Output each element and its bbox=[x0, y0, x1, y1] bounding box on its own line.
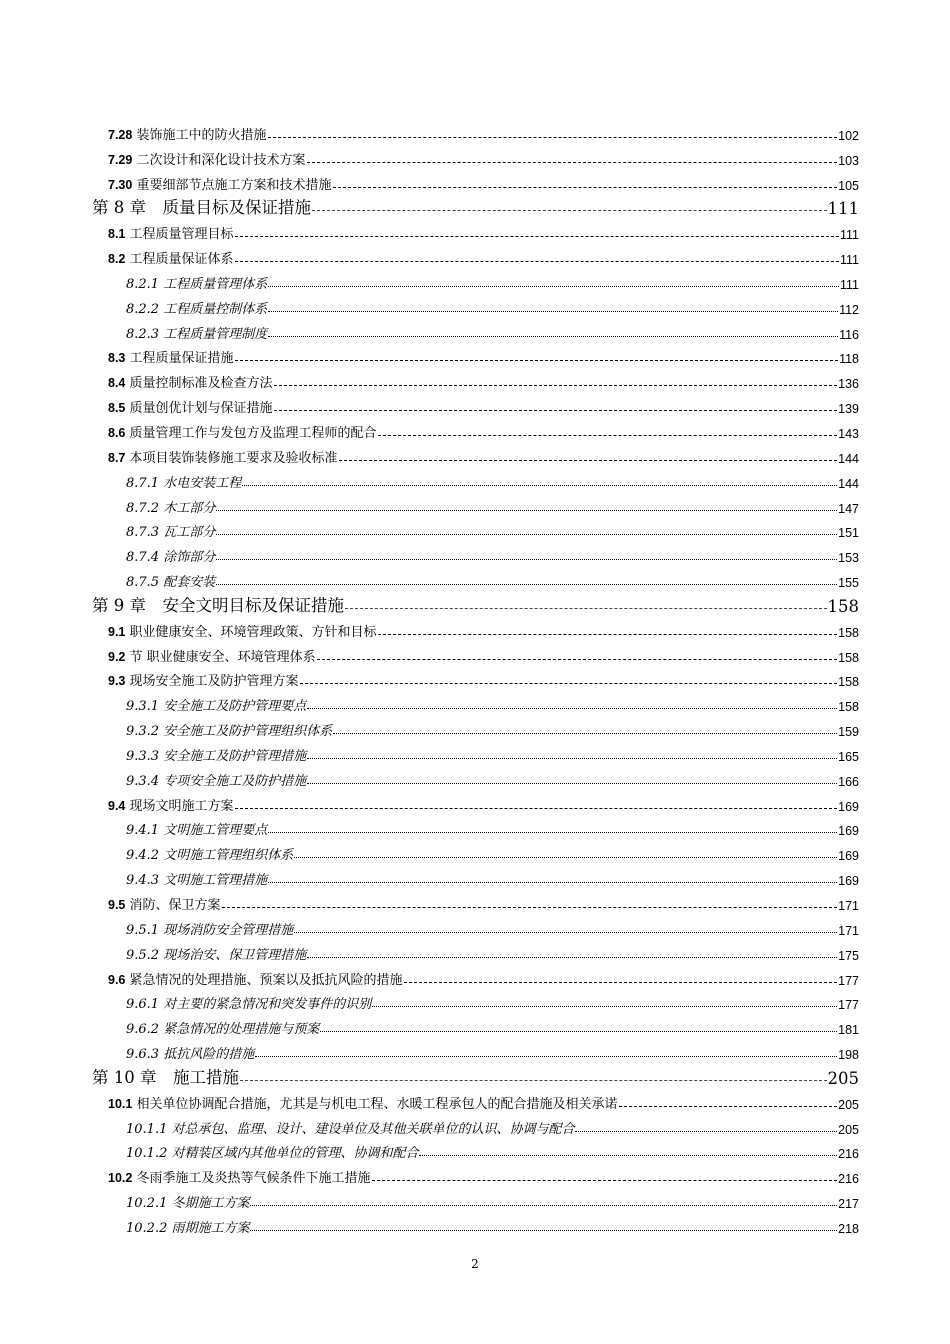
toc-entry-label: 9.5 消防、保卫方案 bbox=[108, 898, 221, 913]
leader-dots bbox=[312, 209, 827, 211]
toc-subentry-label: 9.6.2 紧急情况的处理措施与预案 bbox=[126, 1022, 320, 1038]
toc-entry[interactable] bbox=[0, 419, 859, 444]
toc-page-number: 205 bbox=[838, 1097, 859, 1112]
toc-subentry-label: 8.2.3 工程质量管理制度 bbox=[126, 326, 268, 342]
toc-subentry[interactable] bbox=[0, 767, 859, 792]
toc-subentry-label: 9.6.1 对主要的紧急情况和突发事件的识别 bbox=[126, 997, 372, 1013]
toc-page-number: 169 bbox=[838, 824, 859, 839]
toc-page-number: 158 bbox=[838, 625, 859, 640]
toc-page-number: 147 bbox=[838, 501, 859, 516]
toc-subentry[interactable] bbox=[0, 543, 859, 568]
leader-dots bbox=[216, 583, 837, 585]
toc-entry-label: 9.2 节 职业健康安全、环境管理体系 bbox=[108, 649, 316, 665]
toc-page-number: 144 bbox=[838, 451, 859, 466]
toc-entry-label: 9.4 现场文明施工方案 bbox=[108, 798, 234, 814]
toc-chapter-title: 第 10 章 施工措施 bbox=[92, 1067, 239, 1087]
leader-dots bbox=[274, 384, 838, 386]
toc-chapter[interactable] bbox=[0, 593, 859, 618]
leader-dots bbox=[372, 1005, 837, 1007]
leader-dots bbox=[300, 682, 838, 684]
leader-dots bbox=[240, 1079, 827, 1081]
toc-subentry[interactable] bbox=[0, 692, 859, 717]
leader-dots bbox=[268, 831, 837, 833]
leader-dots bbox=[235, 260, 839, 262]
toc-entry-label: 8.4 质量控制标准及检查方法 bbox=[108, 376, 273, 392]
leader-dots bbox=[575, 1130, 837, 1132]
leader-dots bbox=[307, 707, 837, 709]
toc-subentry[interactable] bbox=[0, 841, 859, 866]
toc-subentry-label: 9.4.2 文明施工管理组织体系 bbox=[126, 848, 294, 864]
toc-subentry[interactable] bbox=[0, 742, 859, 767]
toc-subentry[interactable] bbox=[0, 866, 859, 891]
page-number-footer: 2 bbox=[471, 1257, 479, 1271]
toc-page-number: 155 bbox=[838, 576, 859, 591]
toc-chapter[interactable] bbox=[0, 1065, 859, 1090]
toc-page-number: 143 bbox=[838, 426, 859, 441]
leader-dots bbox=[294, 856, 837, 858]
toc-entry[interactable] bbox=[0, 444, 859, 469]
leader-dots bbox=[333, 186, 838, 188]
toc-chapter-title: 第 9 章 安全文明目标及保证措施 bbox=[92, 595, 344, 615]
toc-page-number: 116 bbox=[839, 327, 859, 342]
leader-dots bbox=[307, 757, 837, 759]
toc-page-number: 103 bbox=[838, 153, 859, 168]
leader-dots bbox=[294, 931, 837, 933]
leader-dots bbox=[372, 1179, 838, 1181]
leader-dots bbox=[216, 509, 837, 511]
toc-subentry[interactable] bbox=[0, 320, 859, 345]
toc-entry-label: 9.1 职业健康安全、环境管理政策、方针和目标 bbox=[108, 624, 377, 640]
toc-subentry-label: 9.3.3 安全施工及防护管理措施 bbox=[126, 748, 307, 764]
toc-page-number: 171 bbox=[838, 923, 859, 938]
toc-page-number: 111 bbox=[839, 277, 859, 292]
leader-dots bbox=[339, 459, 838, 461]
toc-subentry[interactable] bbox=[0, 817, 859, 842]
toc-subentry[interactable] bbox=[0, 494, 859, 519]
leader-dots bbox=[317, 658, 837, 660]
leader-dots bbox=[333, 732, 837, 734]
leader-dots bbox=[619, 1105, 838, 1107]
toc-subentry[interactable] bbox=[0, 270, 859, 295]
toc-subentry-label: 10.2.2 雨期施工方案 bbox=[126, 1220, 250, 1236]
leader-dots bbox=[307, 956, 837, 958]
toc-page-number: 136 bbox=[838, 377, 859, 392]
toc-entry[interactable] bbox=[0, 121, 859, 146]
toc-chapter-title: 第 8 章 质量目标及保证措施 bbox=[92, 198, 311, 218]
toc-subentry-label: 10.2.1 冬期施工方案 bbox=[126, 1196, 250, 1212]
toc-subentry[interactable] bbox=[0, 991, 859, 1016]
toc-page-number: 198 bbox=[838, 1048, 859, 1063]
leader-dots bbox=[345, 607, 827, 609]
toc-page-number: 216 bbox=[838, 1172, 859, 1187]
toc-entry[interactable] bbox=[0, 245, 859, 270]
toc-subentry-label: 10.1.2 对精装区域内其他单位的管理、协调和配合 bbox=[126, 1146, 419, 1162]
toc-page-number: 144 bbox=[838, 476, 859, 491]
toc-subentry-label: 9.3.1 安全施工及防护管理要点 bbox=[126, 699, 307, 715]
toc-entry[interactable] bbox=[0, 146, 859, 171]
toc-page-number: 158 bbox=[838, 650, 859, 665]
toc-subentry[interactable] bbox=[0, 1189, 859, 1214]
toc-page-number: 218 bbox=[838, 1221, 859, 1236]
toc-entry-label: 8.5 质量创优计划与保证措施 bbox=[108, 401, 273, 417]
toc-subentry[interactable] bbox=[0, 941, 859, 966]
toc-page-number: 165 bbox=[838, 749, 859, 764]
toc-entry[interactable] bbox=[0, 966, 859, 991]
toc-page-number: 181 bbox=[838, 1023, 859, 1038]
toc-page-number: 102 bbox=[838, 128, 859, 143]
leader-dots bbox=[250, 1204, 837, 1206]
toc-page-number: 153 bbox=[838, 551, 859, 566]
leader-dots bbox=[250, 1229, 837, 1231]
toc-page-number: 112 bbox=[839, 302, 859, 317]
leader-dots bbox=[274, 409, 838, 411]
toc-subentry-label: 8.7.4 涂饰部分 bbox=[126, 550, 216, 566]
toc-entry-label: 7.30 重要细部节点施工方案和技术措施 bbox=[108, 177, 332, 193]
toc-subentry-label: 9.4.3 文明施工管理措施 bbox=[126, 873, 268, 889]
toc-subentry[interactable] bbox=[0, 1115, 859, 1140]
toc-page-number: 171 bbox=[838, 899, 859, 913]
toc-subentry[interactable] bbox=[0, 295, 859, 320]
toc-subentry[interactable] bbox=[0, 916, 859, 941]
leader-dots bbox=[235, 359, 839, 361]
toc-entry[interactable] bbox=[0, 394, 859, 419]
toc-entry-label: 10.1 相关单位协调配合措施，尤其是与机电工程、水暖工程承包人的配合措施及相关承诺 bbox=[108, 1096, 618, 1112]
toc-entry[interactable] bbox=[0, 345, 859, 370]
leader-dots bbox=[268, 285, 839, 287]
toc-entry-label: 8.3 工程质量保证措施 bbox=[108, 351, 234, 367]
leader-dots bbox=[255, 1055, 837, 1057]
toc-page-number: 139 bbox=[838, 402, 859, 417]
toc-entry[interactable] bbox=[0, 1164, 859, 1189]
toc-page-number: 158 bbox=[838, 675, 859, 690]
toc-subentry-label: 8.7.1 水电安装工程 bbox=[126, 475, 242, 491]
toc-subentry-label: 9.3.4 专项安全施工及防护措施 bbox=[126, 773, 307, 789]
toc-page-number: 169 bbox=[838, 799, 859, 814]
toc-entry[interactable] bbox=[0, 643, 859, 668]
toc-subentry-label: 8.2.1 工程质量管理体系 bbox=[126, 276, 268, 292]
toc-entry[interactable] bbox=[0, 792, 859, 817]
toc-page-number: 111 bbox=[827, 199, 859, 219]
leader-dots bbox=[268, 335, 838, 337]
toc-page-number: 217 bbox=[838, 1197, 859, 1212]
leader-dots bbox=[404, 981, 838, 983]
toc-entry-label: 7.29 二次设计和深化设计技术方案 bbox=[108, 152, 306, 168]
toc-subentry-label: 9.3.2 安全施工及防护管理组织体系 bbox=[126, 724, 333, 740]
toc-subentry-label: 9.6.3 抵抗风险的措施 bbox=[126, 1047, 255, 1063]
leader-dots bbox=[320, 1030, 837, 1032]
toc-page-number: 111 bbox=[839, 253, 859, 268]
toc-entry[interactable] bbox=[0, 171, 859, 196]
toc-subentry-label: 9.5.2 现场治安、保卫管理措施 bbox=[126, 947, 307, 963]
toc-page-number: 169 bbox=[838, 874, 859, 889]
toc-subentry[interactable] bbox=[0, 717, 859, 742]
toc-subentry[interactable] bbox=[0, 1040, 859, 1065]
leader-dots bbox=[419, 1154, 837, 1156]
toc-entry[interactable] bbox=[0, 668, 859, 693]
toc-page-number: 111 bbox=[839, 228, 859, 243]
toc-subentry[interactable] bbox=[0, 1015, 859, 1040]
toc-entry-label: 7.28 装饰施工中的防火措施 bbox=[108, 127, 267, 143]
toc-page-number: 169 bbox=[838, 849, 859, 864]
leader-dots bbox=[378, 633, 838, 635]
toc-entry[interactable] bbox=[0, 618, 859, 643]
toc-page-number: 118 bbox=[839, 352, 859, 367]
toc-entry-label: 8.2 工程质量保证体系 bbox=[108, 252, 234, 268]
toc-page-number: 177 bbox=[838, 973, 859, 988]
toc-page-number: 175 bbox=[838, 948, 859, 963]
toc-subentry-label: 8.2.2 工程质量控制体系 bbox=[126, 301, 268, 317]
toc-subentry-label: 10.1.1 对总承包、监理、设计、建设单位及其他关联单位的认识、协调与配合 bbox=[126, 1121, 575, 1137]
toc-subentry-label: 8.7.3 瓦工部分 bbox=[126, 525, 216, 541]
toc-entry-label: 9.3 现场安全施工及防护管理方案 bbox=[108, 674, 299, 690]
toc-page-number: 166 bbox=[838, 774, 859, 789]
toc-subentry-label: 8.7.5 配套安装 bbox=[126, 575, 216, 591]
leader-dots bbox=[307, 782, 837, 784]
toc-page-number: 205 bbox=[838, 1122, 859, 1137]
leader-dots bbox=[216, 533, 837, 535]
toc-subentry-label: 9.4.1 文明施工管理要点 bbox=[126, 823, 268, 839]
toc-page-number: 216 bbox=[838, 1147, 859, 1162]
toc-subentry-label: 8.7.2 木工部分 bbox=[126, 500, 216, 516]
leader-dots bbox=[268, 136, 838, 138]
toc-page-number: 151 bbox=[838, 526, 859, 541]
toc-subentry[interactable] bbox=[0, 519, 859, 544]
toc-subentry[interactable] bbox=[0, 568, 859, 593]
toc-subentry[interactable] bbox=[0, 1140, 859, 1165]
leader-dots bbox=[307, 161, 838, 163]
table-of-contents bbox=[0, 121, 950, 1239]
toc-page-number: 105 bbox=[838, 178, 859, 193]
toc-subentry-label: 9.5.1 现场消防安全管理措施 bbox=[126, 922, 294, 938]
leader-dots bbox=[378, 434, 838, 436]
toc-entry[interactable] bbox=[0, 891, 859, 916]
toc-entry[interactable] bbox=[0, 1090, 859, 1115]
toc-entry-label: 10.2 冬雨季施工及炎热等气候条件下施工措施 bbox=[108, 1171, 371, 1187]
toc-page-number: 205 bbox=[827, 1068, 859, 1088]
toc-page-number: 158 bbox=[838, 700, 859, 715]
toc-entry-label: 9.6 紧急情况的处理措施、预案以及抵抗风险的措施 bbox=[108, 972, 403, 988]
toc-entry[interactable] bbox=[0, 369, 859, 394]
leader-dots bbox=[268, 881, 837, 883]
toc-chapter[interactable] bbox=[0, 196, 859, 221]
toc-entry-label: 8.7 本项目装饰装修施工要求及验收标准 bbox=[108, 450, 338, 466]
leader-dots bbox=[235, 807, 838, 809]
leader-dots bbox=[222, 906, 838, 908]
toc-entry-label: 8.1 工程质量管理目标 bbox=[108, 227, 234, 243]
toc-page-number: 158 bbox=[827, 596, 859, 616]
leader-dots bbox=[242, 484, 837, 486]
toc-subentry[interactable] bbox=[0, 469, 859, 494]
toc-entry-label: 8.6 质量管理工作与发包方及监理工程师的配合 bbox=[108, 425, 377, 441]
leader-dots bbox=[235, 235, 839, 237]
toc-entry[interactable] bbox=[0, 220, 859, 245]
leader-dots bbox=[216, 558, 837, 560]
leader-dots bbox=[268, 310, 838, 312]
toc-page-number: 177 bbox=[838, 998, 859, 1013]
toc-page-number: 159 bbox=[838, 725, 859, 740]
toc-subentry[interactable] bbox=[0, 1214, 859, 1239]
